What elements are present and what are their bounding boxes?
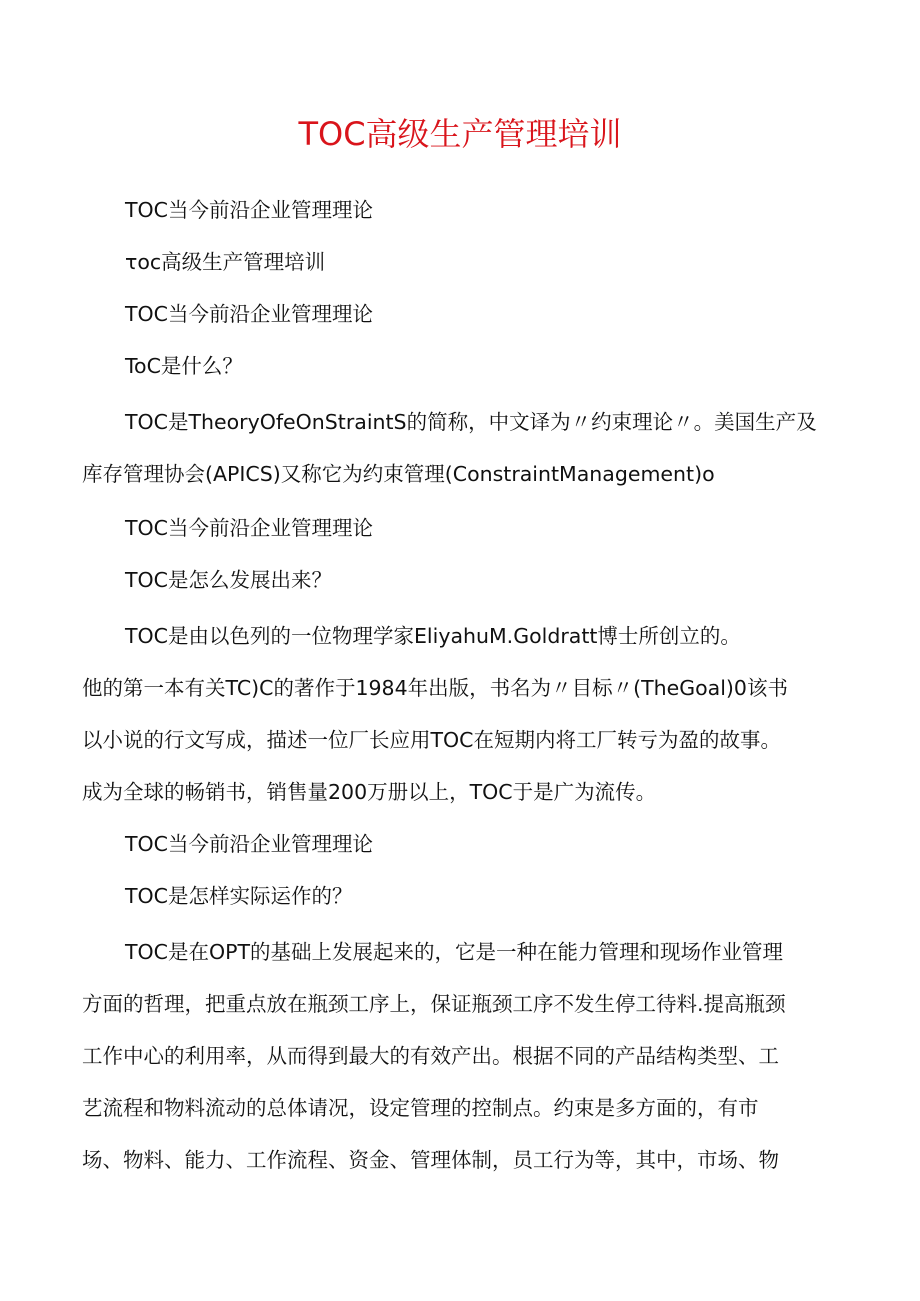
paragraph-line: 工作中心的利用率，从而得到最大的有效产出。根据不同的产品结构类型、工 [82, 1044, 779, 1068]
question-line: TOC是怎样实际运作的？ [125, 884, 353, 908]
heading-line: τoc高级生产管理培训 [125, 250, 326, 274]
paragraph-line: TOC是由以色列的一位物理学家EliyahuM.Goldratt博士所创立的。 [125, 624, 741, 648]
paragraph-line: TOC是在OPT的基础上发展起来的，它是一种在能力管理和现场作业管理 [125, 940, 783, 964]
paragraph-line: TOC是TheoryOfeOnStraintS的简称，中文译为〃约束理论〃。美国生产及 [125, 410, 817, 434]
paragraph-line: 成为全球的畅销书，销售量200万册以上，TOC于是广为流传。 [82, 780, 657, 804]
paragraph-line: 场、物料、能力、工作流程、资金、管理体制，员工行为等，其中，市场、物 [82, 1148, 779, 1172]
paragraph-line: 方面的哲理，把重点放在瓶颈工序上，保证瓶颈工序不发生停工待料.提高瓶颈 [82, 992, 786, 1016]
document-body [82, 190, 842, 1180]
heading-line: TOC当今前沿企业管理理论 [125, 198, 373, 222]
paragraph-line: 库存管理协会(APICS)又称它为约束管理(ConstraintManagement)o [82, 462, 715, 486]
paragraph-line: 以小说的行文写成，描述一位厂长应用TOC在短期内将工厂转亏为盈的故事。 [82, 728, 781, 752]
paragraph-line: 他的第一本有关TC)C的著作于1984年出版，书名为〃目标〃(TheGoal)0该书 [82, 676, 788, 700]
paragraph-line: 艺流程和物料流动的总体请况，设定管理的控制点。约束是多方面的，有市 [82, 1096, 759, 1120]
question-line: ToC是什么？ [125, 354, 243, 378]
document-title: TOC高级生产管理培训 [298, 115, 622, 154]
heading-line: TOC当今前沿企业管理理论 [125, 516, 373, 540]
heading-line: TOC当今前沿企业管理理论 [125, 832, 373, 856]
question-line: TOC是怎么发展出来？ [125, 568, 332, 592]
heading-line: TOC当今前沿企业管理理论 [125, 302, 373, 326]
